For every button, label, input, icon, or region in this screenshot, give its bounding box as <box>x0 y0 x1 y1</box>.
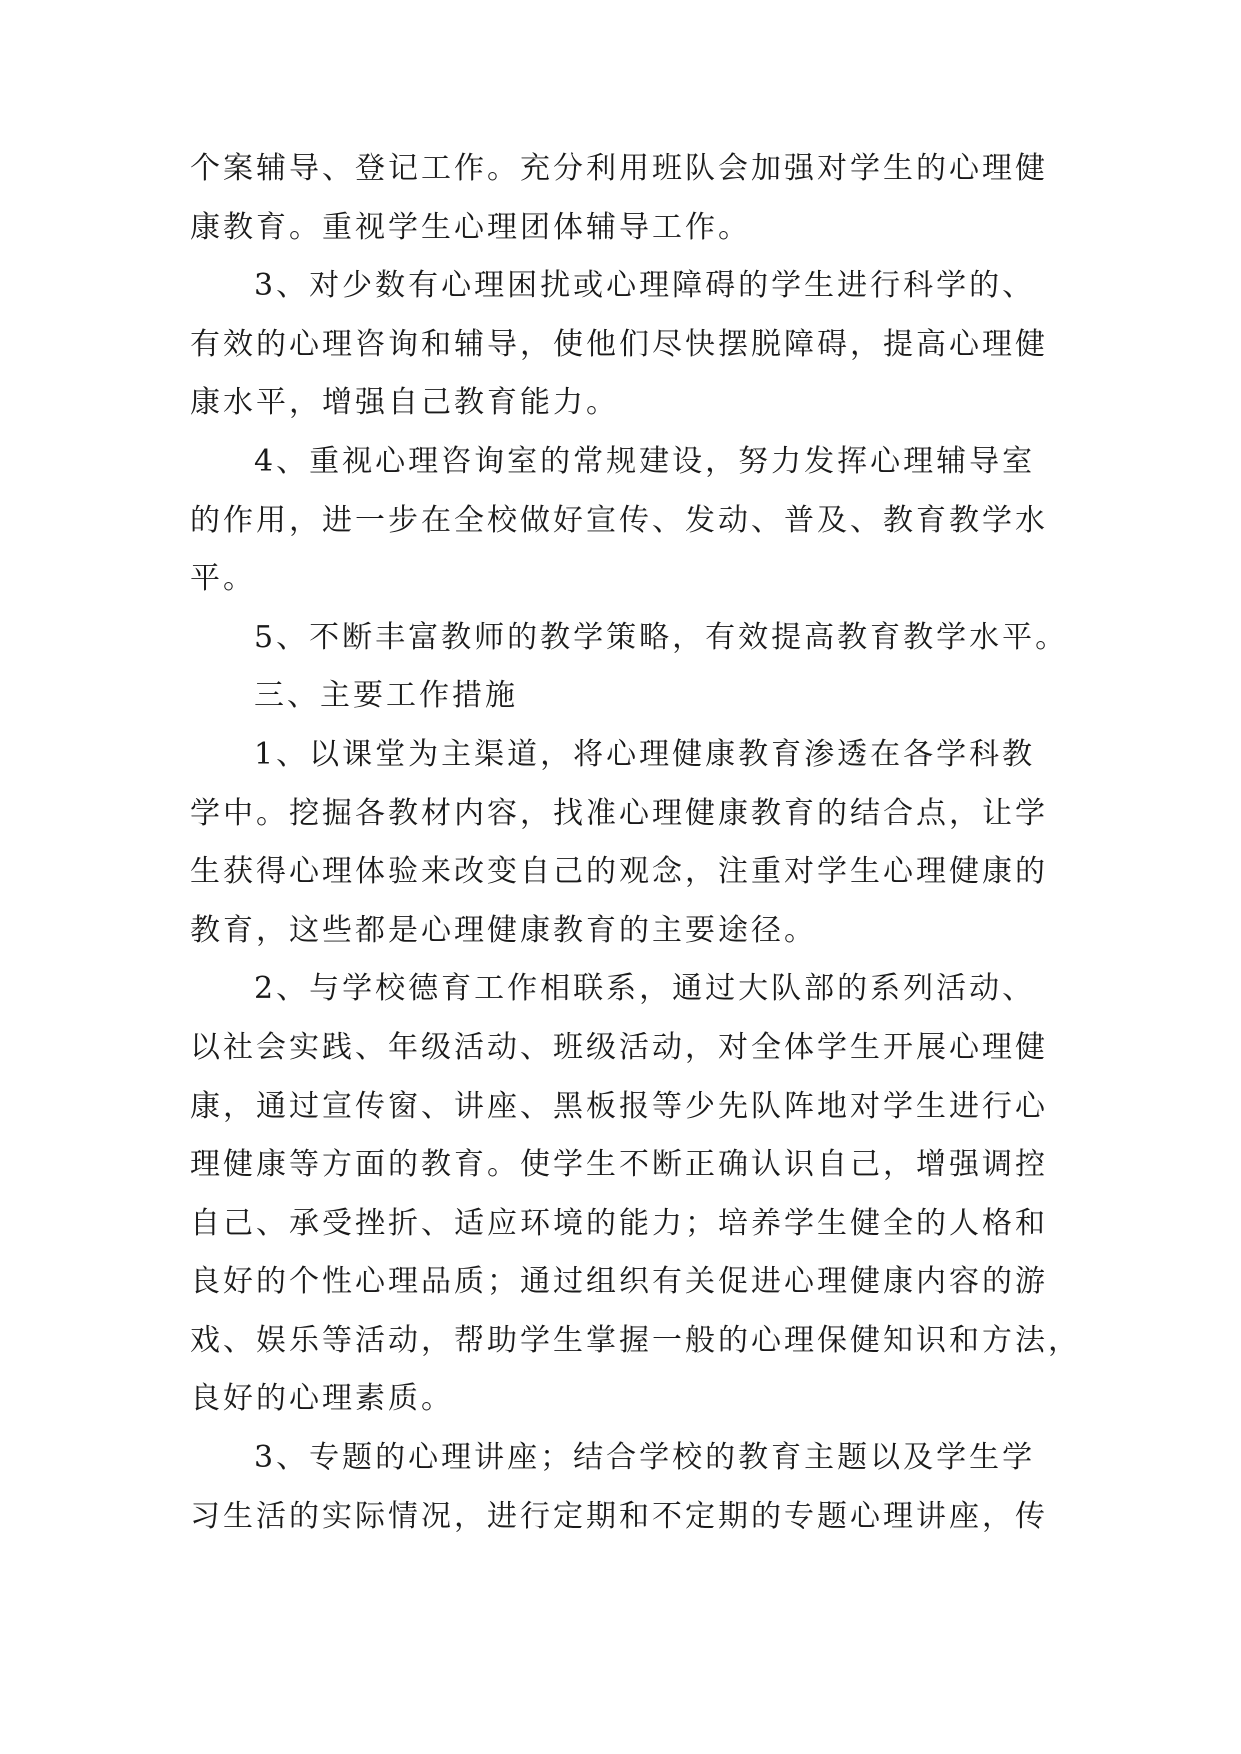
text-line: 4、重视心理咨询室的常规建设，努力发挥心理辅导室 <box>254 443 1036 479</box>
text-line: 良好的个性心理品质；通过组织有关促进心理健康内容的游 <box>190 1264 1048 1300</box>
text-line: 平。 <box>190 561 256 597</box>
text-line: 以社会实践、年级活动、班级活动，对全体学生开展心理健 <box>190 1029 1048 1065</box>
section-heading: 三、主要工作措施 <box>254 678 518 714</box>
text-line: 3、专题的心理讲座；结合学校的教育主题以及学生学 <box>254 1440 1036 1476</box>
text-line: 康教育。重视学生心理团体辅导工作。 <box>190 209 751 245</box>
text-line: 有效的心理咨询和辅导，使他们尽快摆脱障碍，提高心理健 <box>190 326 1048 362</box>
text-line: 良好的心理素质。 <box>190 1381 454 1417</box>
text-line: 理健康等方面的教育。使学生不断正确认识自己，增强调控 <box>190 1147 1048 1183</box>
text-line: 2、与学校德育工作相联系，通过大队部的系列活动、 <box>254 971 1036 1007</box>
text-line: 5、不断丰富教师的教学策略，有效提高教育教学水平。 <box>254 619 1069 655</box>
text-line: 康水平，增强自己教育能力。 <box>190 385 619 421</box>
text-line: 康，通过宣传窗、讲座、黑板报等少先队阵地对学生进行心 <box>190 1088 1048 1124</box>
text-line: 习生活的实际情况，进行定期和不定期的专题心理讲座，传 <box>190 1498 1048 1534</box>
text-line: 3、对少数有心理困扰或心理障碍的学生进行科学的、 <box>254 268 1036 304</box>
text-line: 生获得心理体验来改变自己的观念，注重对学生心理健康的 <box>190 854 1048 890</box>
text-line: 戏、娱乐等活动，帮助学生掌握一般的心理保健知识和方法， <box>190 1322 1081 1358</box>
text-line: 的作用，进一步在全校做好宣传、发动、普及、教育教学水 <box>190 502 1048 538</box>
text-line: 学中。挖掘各教材内容，找准心理健康教育的结合点，让学 <box>190 795 1048 831</box>
document-page <box>190 140 1081 1546</box>
text-line: 1、以课堂为主渠道，将心理健康教育渗透在各学科教 <box>254 736 1036 772</box>
text-line: 教育，这些都是心理健康教育的主要途径。 <box>190 912 817 948</box>
text-line: 自己、承受挫折、适应环境的能力；培养学生健全的人格和 <box>190 1205 1048 1241</box>
text-line: 个案辅导、登记工作。充分利用班队会加强对学生的心理健 <box>190 151 1048 186</box>
